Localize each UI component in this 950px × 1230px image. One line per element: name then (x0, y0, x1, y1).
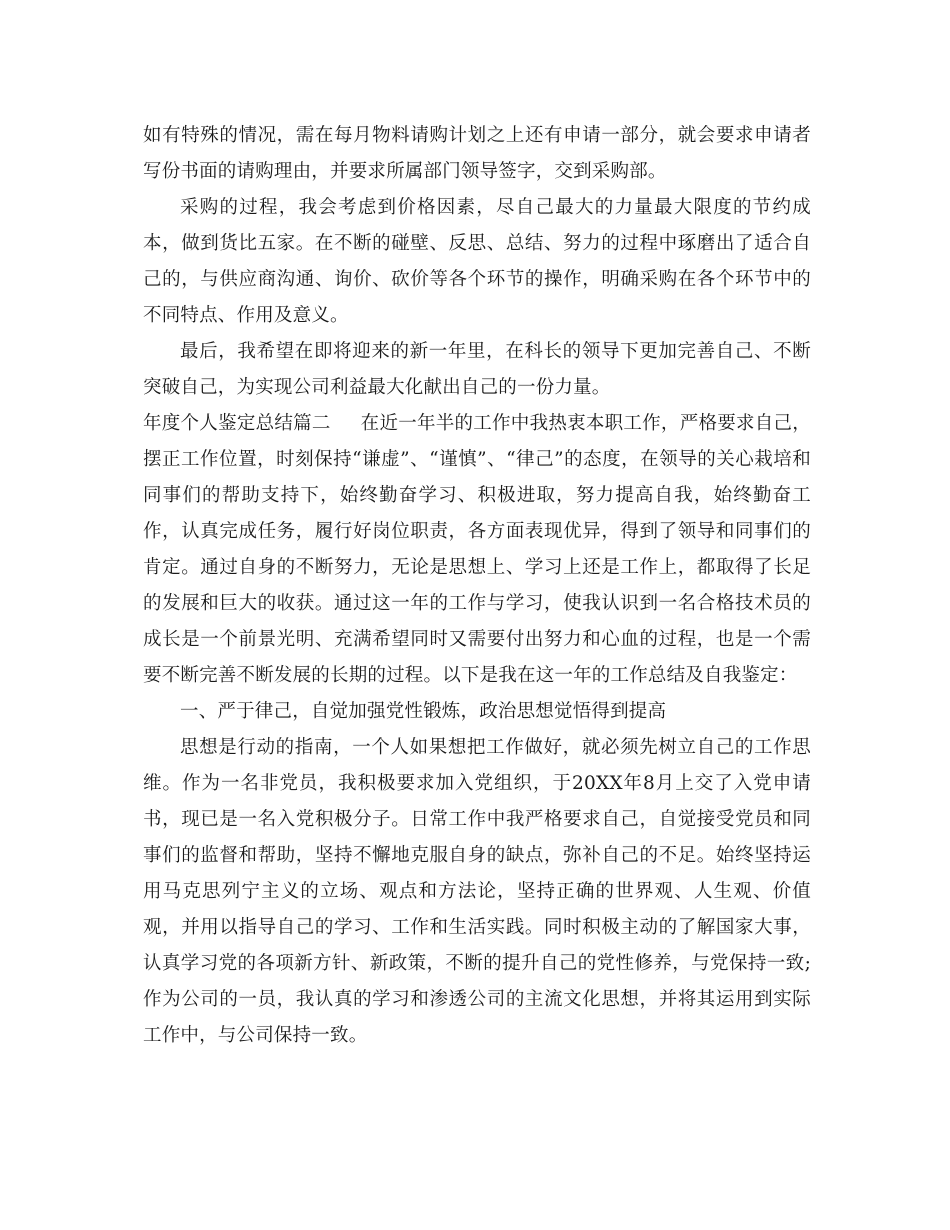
paragraph-purchase-request: 如有特殊的情况，需在每月物料请购计划之上还有申请一部分，就会要求申请者写份书面的请购理由，并要求所属部门领导签字，交到采购部。 (143, 125, 811, 182)
subheading-self-discipline: 一、严于律己，自觉加强党性锻炼，政治思想觉悟得到提高 (180, 701, 667, 722)
section-heading-part-two: 年度个人鉴定总结篇二 (143, 413, 331, 434)
paragraph-political-thought: 思想是行动的指南，一个人如果想把工作做好，就必须先树立自己的工作思维。作为一名非党员，我积极要求加入党组织，于20XX年8月上交了入党申请书，现已是一名入党积极分子。日常工作中我严格要求自己，自觉接受党员和同事们的监督和帮助，坚持不懈地克服自身的缺点，弥补自己的不足。始终坚持运用马克思列宁主义的立场、观点和方法论，坚持正确的世界观、人生观、价值观，并用以指导自己的学习、工作和生活实践。同时积极主动的了解国家大事，认真学习党的各项新方针、新政策，不断的提升自己的党性修养，与党保持一致;作为公司的一员，我认真的学习和渗透公司的主流文化思想，并将其运用到实际工作中，与公司保持一致。 (143, 737, 811, 1046)
paragraph-purchase-process: 采购的过程，我会考虑到价格因素，尽自己最大的力量最大限度的节约成本，做到货比五家。在不断的碰壁、反思、总结、努力的过程中琢磨出了适合自己的，与供应商沟通、询价、砍价等各个环节的操作，明确采购在各个环节中的不同特点、作用及意义。 (143, 197, 811, 326)
paragraph-summary-intro (143, 406, 811, 694)
paragraph-summary-intro-text: 在近一年半的工作中我热衷本职工作，严格要求自己，摆正工作位置，时刻保持“谦虚”、“谨慎”、“律己”的态度，在领导的关心栽培和同事们的帮助支持下，始终勤奋学习、积极进取，努力提高自我，始终勤奋工作，认真完成任务，履行好岗位职责，各方面表现优异，得到了领导和同事们的肯定。通过自身的不断努力，无论是思想上、学习上还是工作上，都取得了长足的发展和巨大的收获。通过这一年的工作与学习，使我认识到一名合格技术员的成长是一个前景光明、充满希望同时又需要付出努力和心血的过程，也是一个需要不断完善不断发展的长期的过程。以下是我在这一年的工作总结及自我鉴定： (143, 413, 811, 686)
document-body (143, 118, 811, 1054)
paragraph-closing-wish: 最后，我希望在即将迎来的新一年里，在科长的领导下更加完善自己、不断突破自己，为实现公司利益最大化献出自己的一份力量。 (143, 341, 811, 398)
